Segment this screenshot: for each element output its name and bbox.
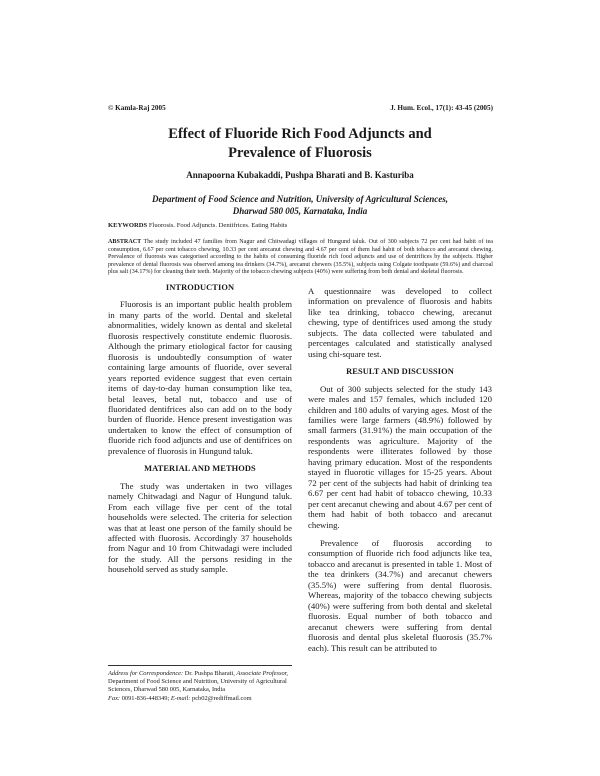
results-paragraph-1: Out of 300 subjects selected for the study 143 were males and 157 females, which included 120 children and 180 adults of varying ages. Most of the families were large farmers (48.9%) followed by small farmers (31.91%) the main occupation of the respondents was agriculture. Majority of the respondents were illiterates followed by those having primary education. Most of the respondents stayed in fluorotic villages for 15-25 years. About 72 per cent of the subjects had habit of drinking tea 6.67 per cent had habit of tobacco chewing, 10.33 per cent arecanut chewing and about 4.67 per cent of them had habit of both tobacco and arecanut chewing. <box>308 383 492 530</box>
abstract <box>108 239 493 277</box>
footnote-fax: 0091-836-448349; <box>121 694 170 702</box>
affiliation-line-2: Dharwad 580 005, Karnataka, India <box>232 206 368 216</box>
introduction-paragraph: Fluorosis is an important public health problem in many parts of the world. Dental and skeletal abnormalities, widely known as dental and skeletal fluorosis respectively constitute endemic fluorosis. Although the primary etiological factor for causing fluorosis is undoubtedly consumption of water containing large amounts of fluoride, over several years reported evidence suggest that even certain items of day-to-day human consumption like tea, betal leaves, betal nut, tobacco and use of fluoridated dentifrices also can add on to the body burden of fluoride. Hence present investigation was undertaken to know the effect of consumption of fluoride rich food adjuncts and use of dentifrices on prevalence of fluorosis in Hungund taluk. <box>108 299 292 456</box>
footnote-email-label: E-mail: <box>170 694 191 702</box>
footnote-address: Department of Food Science and Nutrition, University of Agricultural Sciences, Dharwad 580 005, Karnataka, India <box>108 678 287 694</box>
keywords <box>108 222 493 229</box>
running-header <box>108 104 493 112</box>
results-heading: RESULT AND DISCUSSION <box>346 367 454 377</box>
correspondence-footnote <box>108 670 294 703</box>
left-column <box>108 283 292 583</box>
abstract-label: ABSTRACT <box>108 239 142 245</box>
author-list: Annapoorna Kubakaddi, Pushpa Bharati and B. Kasturiba <box>186 170 414 180</box>
title-line-1: Effect of Fluoride Rich Food Adjuncts and <box>168 126 432 142</box>
affiliation <box>120 193 480 217</box>
journal-citation: J. Hum. Ecol., 17(1): 43-45 (2005) <box>390 104 493 112</box>
footnote-name: Dr. Pushpa Bharati, <box>184 670 235 677</box>
footnote-email: pcb02@rediffmail.com <box>192 694 252 702</box>
methods-continued-paragraph: A questionnaire was developed to collect information on prevalence of fluorosis and habits like tea drinking, tobacco chewing, arecanut chewing, type of dentifrices used among the study subjects. The data collected were tabulated and percentages calculated and statistically analysed using chi-square test. <box>308 286 492 359</box>
methods-paragraph: The study was undertaken in two villages namely Chitwadagi and Nagur of Hungund taluk. From each village five per cent of the total households were selected. The criteria for selection was that at least one person of the family should be affected with fluorosis. Accordingly 37 households from Nagur and 10 from Chitwadagi were included for the study. All the persons residing in the household served as study sample. <box>108 480 292 575</box>
keywords-text: Fluorosis. Food Adjuncts. Dentifrices. Eating Habits <box>148 222 288 229</box>
article-title <box>100 125 500 163</box>
footnote-fax-label: Fax: <box>108 694 121 702</box>
abstract-text: The study included 47 families from Nagur and Chitwadagi villages of Hungund taluk. Out of 300 subjects 72 per cent had habit of tea consumption, 6.67 per cent tobacco chewing, 10.33 per cent arecanut chewing and 4.67 per cent of them had habit of both tobacco and arecanut chewing. Prevalence of fluorosis was categorised according to the habits of consuming fluoride rich food adjuncts and use of dentrifices by the subjects. Higher prevalence of dental fluorosis was observed among tea drinkers (34.7%), arecanut chewers (35.5%), subjects using Colgate toothpaste (59.6%) and charcoal plus salt (34.17%) for cleaning their teeth. Majority of the tobacco chewing subjects (40%) were suffering from both dental and skeletal fluorosis. <box>108 239 493 275</box>
introduction-heading: INTRODUCTION <box>165 283 235 292</box>
methods-heading: MATERIAL AND METHODS <box>144 464 256 474</box>
affiliation-line-1: Department of Food Science and Nutrition, University of Agricultural Sciences, <box>152 194 448 204</box>
right-column <box>308 286 492 661</box>
results-paragraph-2: Prevalence of fluorosis according to consumption of fluoride rich food adjuncts like tea, tobacco and arecanut is presented in table 1. Most of the tea drinkers (34.7%) and arecanut chewers (35.5%) were suffering from dental fluorosis. Whereas, majority of the tobacco chewing subjects (40%) were suffering from both dental and skeletal fluorosis. Equal number of both tobacco and arecanut chewers were suffering from dental fluorosis and dental plus skeletal fluorosis (35.7% each). This result can be attributed to <box>308 537 492 653</box>
copyright-notice: © Kamla-Raj 2005 <box>108 104 166 112</box>
footnote-address-label: Address for Correspondence: <box>108 670 184 677</box>
footnote-divider <box>108 665 292 666</box>
keywords-label: KEYWORDS <box>108 222 148 229</box>
footnote-role: Associate Professor, <box>236 670 289 677</box>
title-line-2: Prevalence of Fluorosis <box>228 145 372 161</box>
